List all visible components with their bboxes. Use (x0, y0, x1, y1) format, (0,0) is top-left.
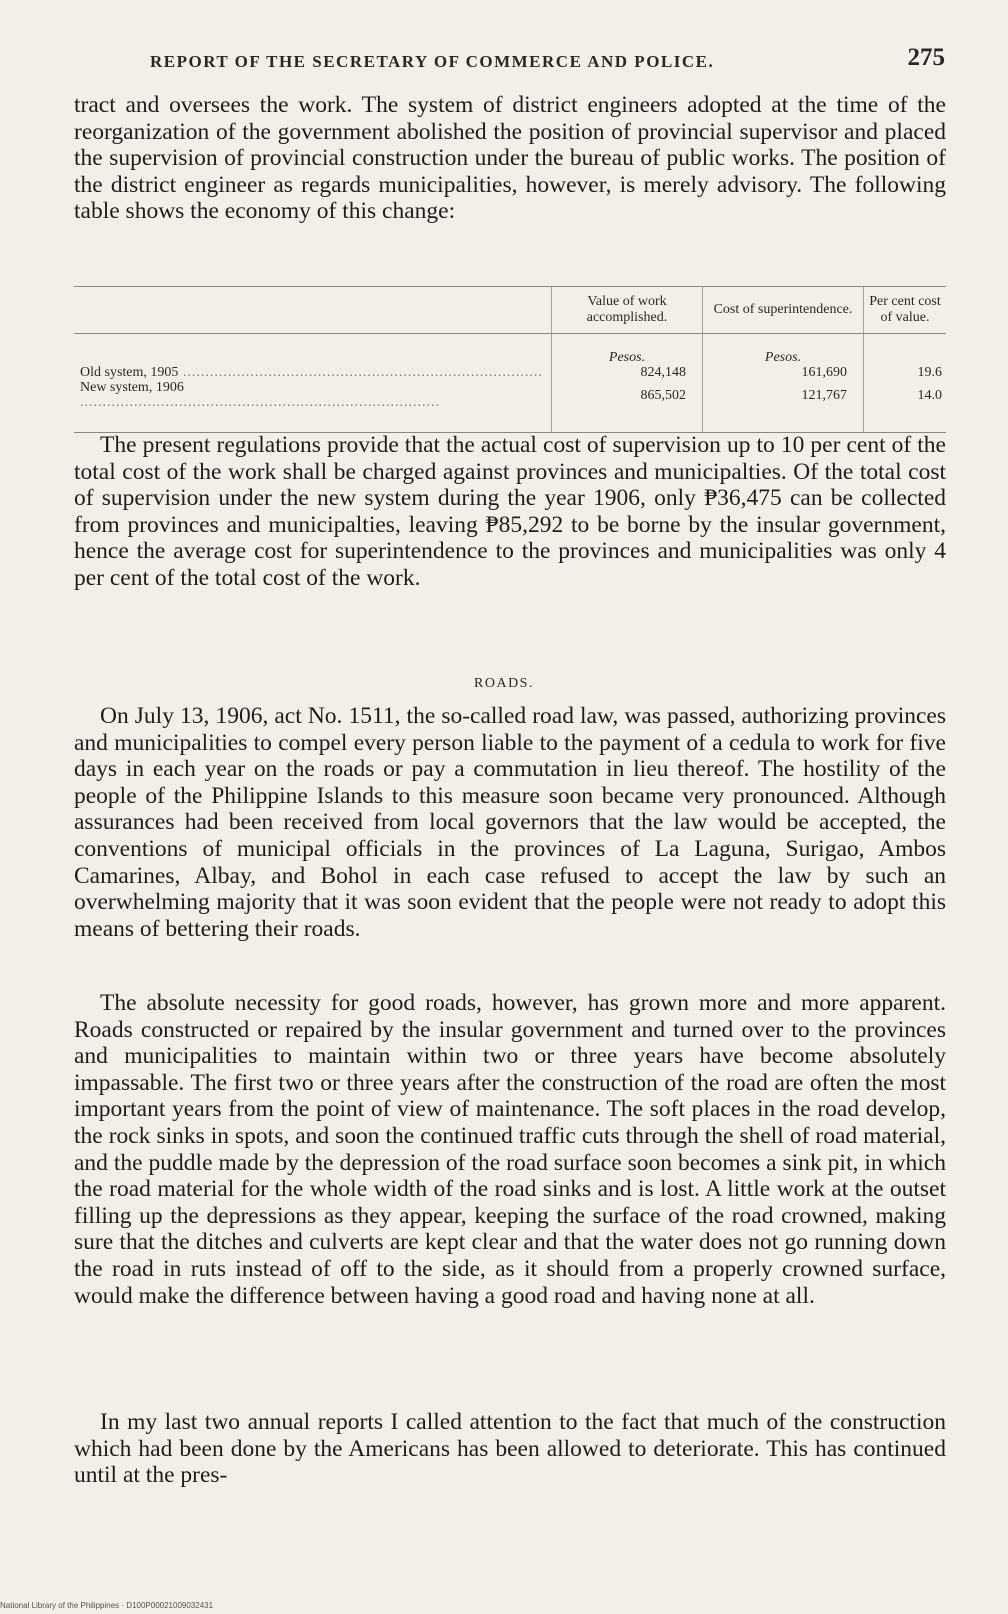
paragraph-annual-reports: In my last two annual reports I called attention to the fact that much of the construction which had been done by the Americans has been allowed to deteriorate. This has continued until at the pres- (74, 1409, 946, 1489)
paragraph-good-roads: The absolute necessity for good roads, however, has grown more and more apparent. Roads constructed or repaired by the insular government and turned over to the provinces and municipalities to maintain within two or three years have become absolutely impassable. The first two or three years after the construction of the road are often the most important years from the point of view of maintenance. The soft places in the road develop, the rock sinks in spots, and soon the continued traffic cuts through the shell of road material, and the puddle made by the depression of the road surface soon becomes a sink pit, in which the road material for the whole width of the road sinks and is lost. A little work at the outset filling up the depressions as they appear, keeping the surface of the road crowned, making sure that the ditches and culverts are kept clear and that the water does not go running down the road in ruts instead of off to the side, as it should from a properly crowned surface, would make the difference between having a good road and having none at all. (74, 990, 946, 1309)
table-header-cost: Cost of superintendence. (703, 287, 864, 334)
table-units-row (74, 334, 946, 366)
table-row: Old system, 1905 ................................................................................ 824,148 161,690 19.6 (74, 365, 946, 380)
paragraph-district-engineers: tract and oversees the work. The system of district engineers adopted at the time of the reorganization of the government abolished the position of provincial supervisor and placed the supervision of provincial construction under the bureau of public works. The position of the district engineer as regards municipalities, however, is merely advisory. The following table shows the economy of this change: (74, 92, 946, 225)
table-row: New system, 1906 ................................................................................ 865,502 121,767 14.0 (74, 380, 946, 433)
row-percent: 14.0 (864, 380, 947, 433)
economy-table (74, 286, 946, 433)
row-cost: 161,690 (703, 365, 864, 380)
running-title: REPORT OF THE SECRETARY OF COMMERCE AND POLICE. (150, 52, 715, 71)
paragraph-supervision-cost: The present regulations provide that the actual cost of supervision up to 10 per cent of the total cost of the work shall be charged against provinces and municipalties. Of the total cost of supervision under the new system during the year 1906, only ₱36,475 can be collected from provinces and municipalties, leaving ₱85,292 to be borne by the insular government, hence the average cost for superintendence to the provinces and municipalities was only 4 per cent of the total cost of the work. (74, 432, 946, 591)
paragraph-road-law: On July 13, 1906, act No. 1511, the so-called road law, was passed, authorizing provinces and municipalities to compel every person liable to the payment of a cedula to work for five days in each year on the roads or pay a commutation in lieu thereof. The hostility of the people of the Philippine Islands to this measure soon became very pronounced. Although assurances had been received from local governors that the law would be accepted, the conventions of municipal officials in the provinces of La Laguna, Surigao, Ambos Camarines, Albay, and Bohol in each case refused to accept the law by such an overwhelming majority that it was soon evident that the people were not ready to adopt this means of bettering their roads. (74, 703, 946, 942)
row-cost: 121,767 (703, 380, 864, 433)
unit-pesos: Pesos. (552, 334, 703, 366)
page-number: 275 (907, 44, 945, 71)
scan-footer: National Library of the Philippines · D100P00021009032431 (0, 1601, 214, 1610)
row-label: Old system, 1905 (80, 365, 179, 380)
row-value: 824,148 (552, 365, 703, 380)
section-heading: ROADS. (474, 676, 534, 691)
row-label: New system, 1906 (80, 380, 184, 395)
table-header-blank (74, 287, 552, 334)
table-header-percent: Per cent cost of value. (864, 287, 947, 334)
table-header-row (74, 287, 946, 334)
table-header-value: Value of work accomplished. (552, 287, 703, 334)
row-percent: 19.6 (864, 365, 947, 380)
row-value: 865,502 (552, 380, 703, 433)
unit-pesos: Pesos. (703, 334, 864, 366)
